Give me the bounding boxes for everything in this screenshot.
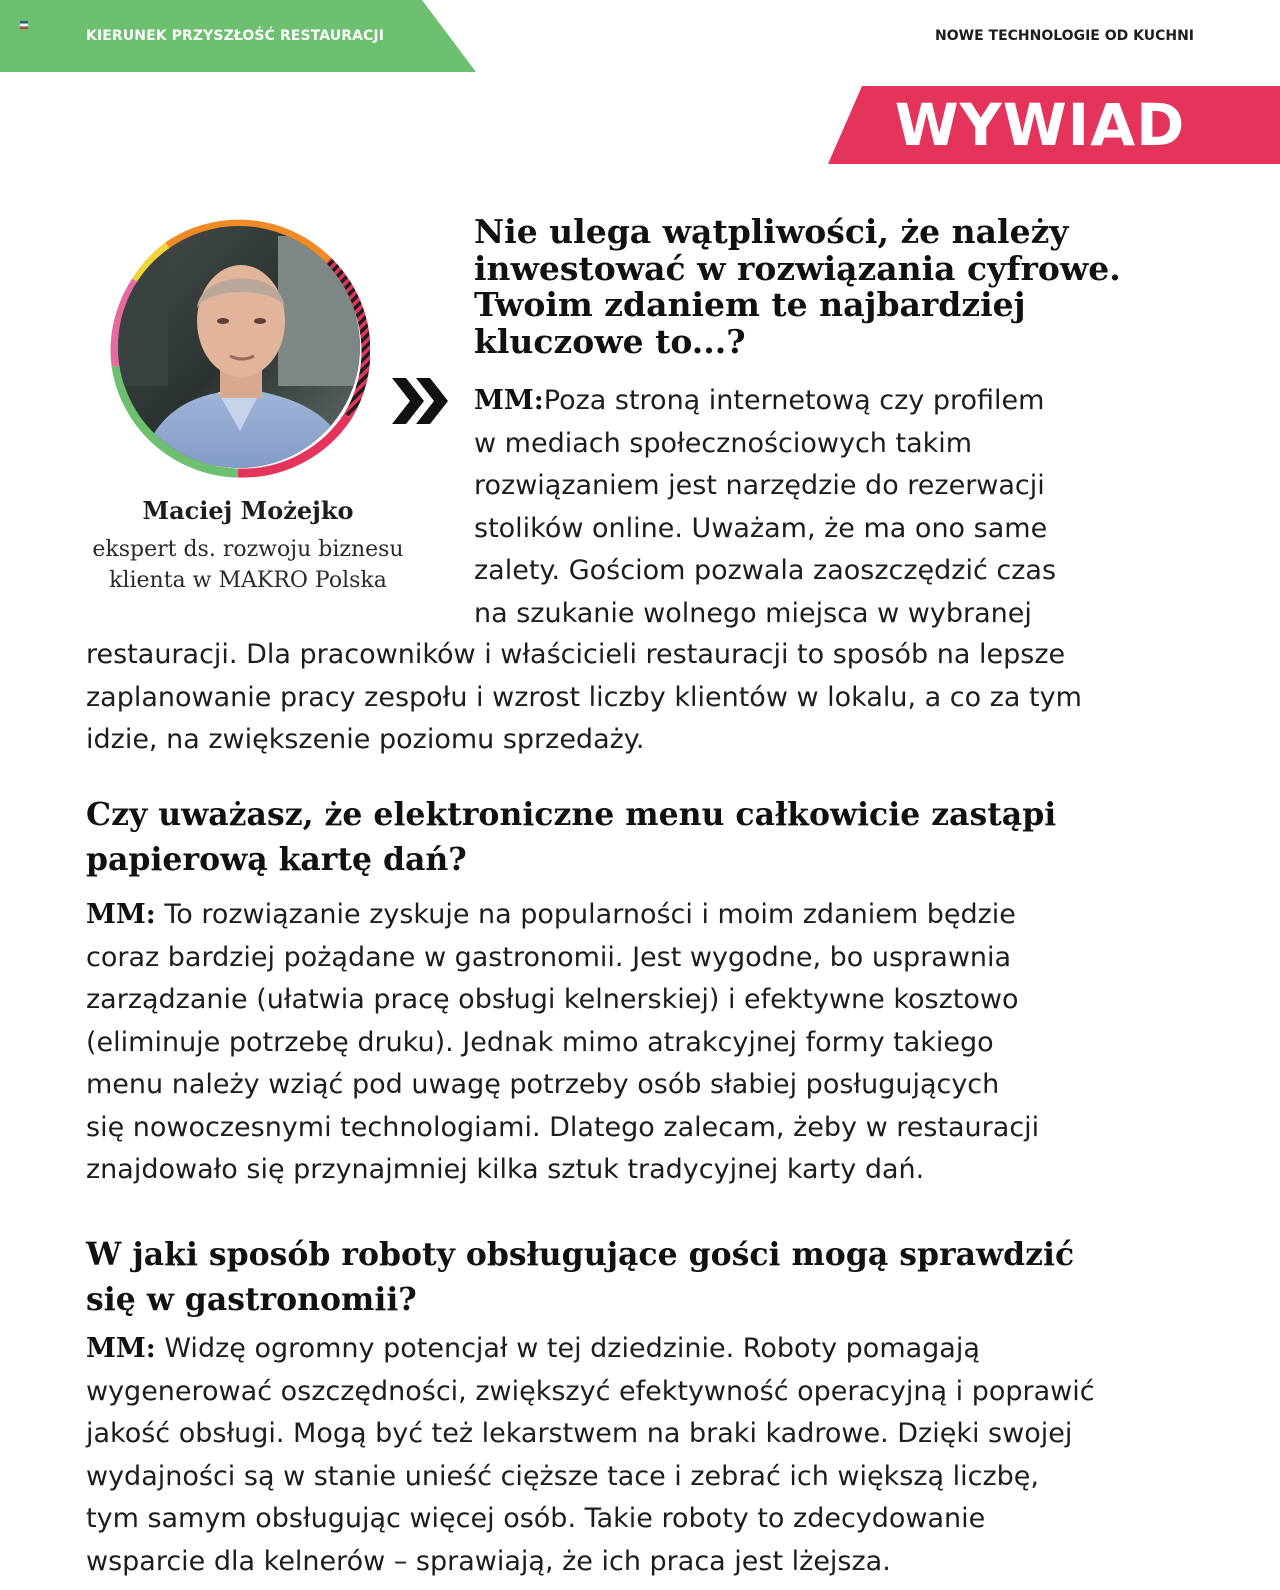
answer-line: wydajności są w stanie unieść cięższe tace i zebrać ich większą liczbę, [86, 1460, 1039, 1492]
section-subtitle: NOWE TECHNOLOGIE OD KUCHNI [935, 28, 1194, 44]
answer-line: stolików online. Uważam, że ma ono same [474, 512, 1048, 544]
answer-line: zarządzanie (ułatwia pracę obsługi kelnerskiej) i efektywne kosztowo [86, 984, 1019, 1015]
answer-line: tym samym obsługując więcej osób. Takie roboty to zdecydowanie [86, 1503, 986, 1534]
answer-line: rozwiązaniem jest narzędzie do rezerwacji [474, 470, 1045, 501]
answer-3 [86, 1328, 1236, 1583]
question-1 [474, 214, 1214, 360]
expert-role-line: klienta w MAKRO Polska [109, 568, 387, 593]
speaker-label: MM: [86, 899, 156, 930]
question-line: W jaki sposób roboty obsługujące gości mogą sprawdzić [86, 1236, 1075, 1273]
answer-2 [86, 894, 1236, 1192]
question-line: Czy uważasz, że elektroniczne menu całkowicie zastąpi [86, 796, 1057, 833]
answer-line: coraz bardziej pożądane w gastronomii. Jest wygodne, bo usprawnia [86, 941, 1012, 973]
expert-role-line: ekspert ds. rozwoju biznesu [92, 537, 404, 562]
question-line: kluczowe to...? [474, 321, 746, 361]
answer-line [86, 1328, 1236, 1371]
answer-line: wygenerować oszczędności, zwiększyć efektywność operacyjną i poprawić [86, 1375, 1095, 1407]
answer-line: jakość obsługi. Mogą być też lekarstwem na braki kadrowe. Dzięki swojej [86, 1418, 1073, 1449]
answer-1 [474, 380, 1194, 635]
answer-line: w mediach społecznościowych takim [474, 427, 973, 459]
speaker-label: MM: [86, 1333, 156, 1364]
question-line: papierową kartę dań? [86, 841, 467, 878]
answer-1-continued [86, 634, 1236, 762]
answer-text: To rozwiązanie zyskuje na popularności i moim zdaniem będzie [155, 899, 1016, 930]
answer-line: się nowoczesnymi technologiami. Dlatego zalecam, żeby w restauracji [86, 1111, 1040, 1143]
speaker-label: MM: [474, 385, 544, 416]
double-chevron-icon [392, 378, 450, 424]
answer-text: Poza stroną internetową czy profilem [543, 385, 1045, 416]
expert-role [70, 534, 426, 596]
flag-icon [20, 21, 28, 28]
question-line: się w gastronomii? [86, 1281, 417, 1318]
question-line: inwestować w rozwiązania cyfrowe. [474, 248, 1121, 288]
answer-line: zalety. Gościom pozwala zaoszczędzić czas [474, 555, 1057, 586]
answer-line: zaplanowanie pracy zespołu i wzrost liczby klientów w lokalu, a co za tym [86, 681, 1082, 713]
answer-line: (eliminuje potrzebę druku). Jednak mimo atrakcyjnej formy takiego [86, 1026, 994, 1058]
answer-line: menu należy wziąć pod uwagę potrzeby osób słabiej posługujących [86, 1069, 1000, 1100]
answer-line: na szukanie wolnego miejsca w wybranej [474, 597, 1032, 629]
question-2 [86, 792, 1226, 882]
answer-line [474, 380, 1194, 423]
answer-line: restauracji. Dla pracowników i właścicieli restauracji to sposób na lepsze [86, 639, 1066, 670]
question-line: Twoim zdaniem te najbardziej [474, 285, 1026, 324]
question-3 [86, 1232, 1226, 1322]
answer-text: Widzę ogromny potencjał w tej dziedzinie. Roboty pomagają [155, 1333, 980, 1364]
question-line: Nie ulega wątpliwości, że należy [474, 212, 1069, 251]
expert-portrait [108, 216, 370, 478]
answer-line [86, 894, 1236, 937]
answer-line: znajdowało się przynajmniej kilka sztuk tradycyjnej karty dań. [86, 1154, 925, 1185]
answer-line: idzie, na zwiększenie poziomu sprzedaży. [86, 724, 645, 755]
interview-badge-label: WYWIAD [894, 91, 1186, 159]
expert-name: Maciej Możejko [142, 496, 354, 525]
answer-line: wsparcie dla kelnerów – sprawiają, że ich praca jest lżejsza. [86, 1545, 891, 1577]
section-label: KIERUNEK PRZYSZŁOŚĆ RESTAURACJI [86, 28, 385, 44]
